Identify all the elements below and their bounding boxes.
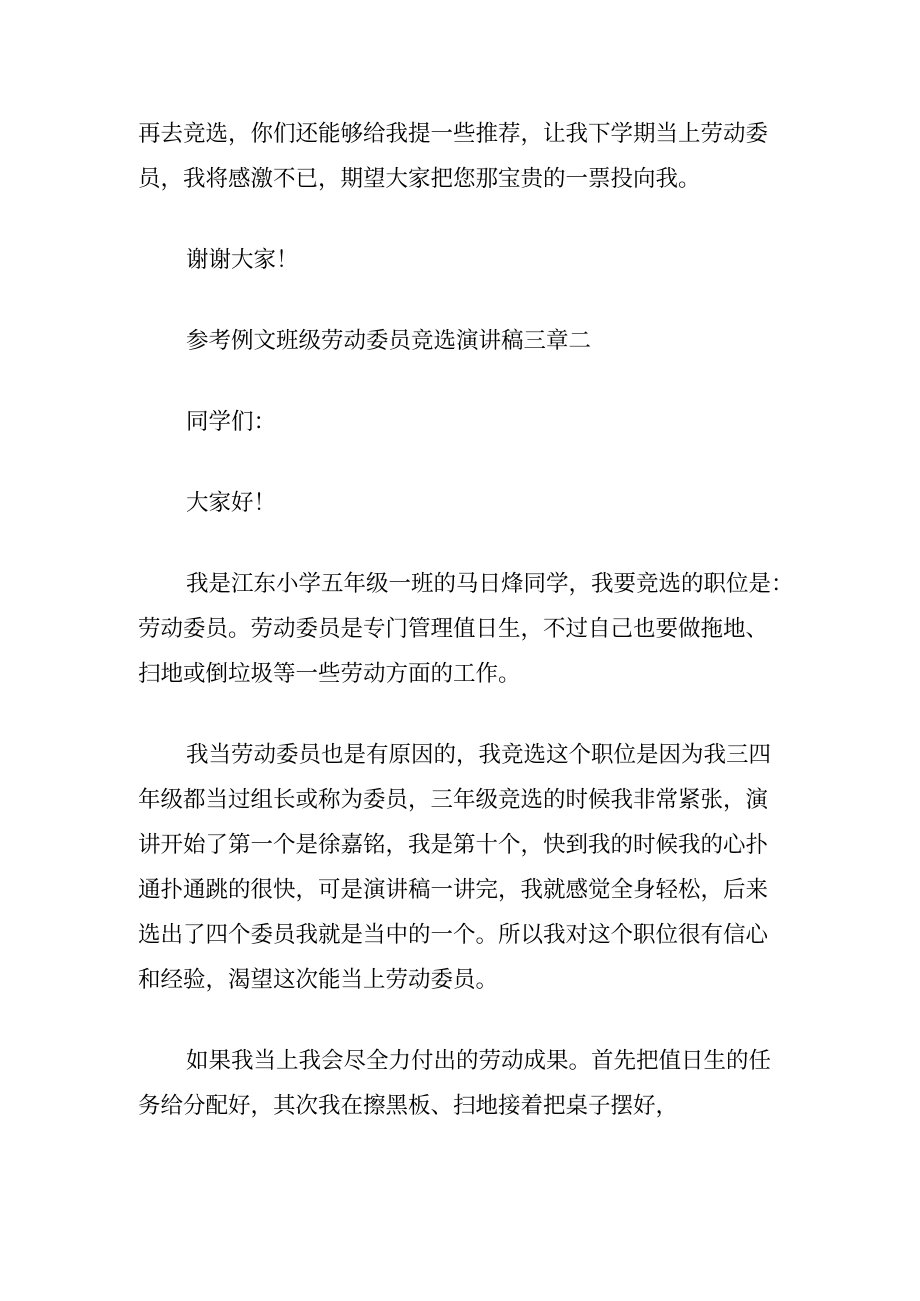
text-line: 同学们： <box>186 409 277 435</box>
text-line: 讲开始了第一个是徐嘉铭，我是第十个，快到我的时候我的心扑 <box>138 832 769 858</box>
text-line: 大家好！ <box>186 490 277 516</box>
text-line: 参考例文班级劳动委员竞选演讲稿三章二 <box>186 328 592 354</box>
paragraph-greeting <box>138 481 798 526</box>
text-line: 我当劳动委员也是有原因的，我竞选这个职位是因为我三四 <box>186 742 772 768</box>
text-line: 员，我将感激不已，期望大家把您那宝贵的一票投向我。 <box>138 166 701 192</box>
text-line: 如果我当上我会尽全力付出的劳动成果。首先把值日生的任 <box>186 1048 772 1074</box>
text-line: 劳动委员。劳动委员是专门管理值日生，不过自己也要做拖地、 <box>138 616 769 642</box>
paragraph-thanks <box>138 238 798 283</box>
text-line: 通扑通跳的很快，可是演讲稿一讲完，我就感觉全身轻松，后来 <box>138 877 769 903</box>
paragraph-experience <box>138 733 798 1003</box>
paragraph-salutation <box>138 400 798 445</box>
text-line: 我是江东小学五年级一班的马日烽同学，我要竞选的职位是： <box>186 571 794 597</box>
text-line: 选出了四个委员我就是当中的一个。所以我对这个职位很有信心 <box>138 922 769 948</box>
paragraph-closing-request <box>138 112 798 202</box>
text-line: 谢谢大家！ <box>186 247 299 273</box>
text-line: 再去竞选，你们还能够给我提一些推荐，让我下学期当上劳动委 <box>138 121 769 147</box>
text-line: 务给分配好，其次我在擦黑板、扫地接着把桌子摆好， <box>138 1093 679 1119</box>
text-line: 年级都当过组长或称为委员，三年级竞选的时候我非常紧张，演 <box>138 787 769 813</box>
text-line: 扫地或倒垃圾等一些劳动方面的工作。 <box>138 661 521 687</box>
section-heading <box>138 319 798 364</box>
paragraph-plan <box>138 1039 798 1129</box>
paragraph-introduction <box>138 562 798 697</box>
text-line: 和经验，渴望这次能当上劳动委员。 <box>138 967 499 993</box>
document-body <box>138 112 798 1165</box>
